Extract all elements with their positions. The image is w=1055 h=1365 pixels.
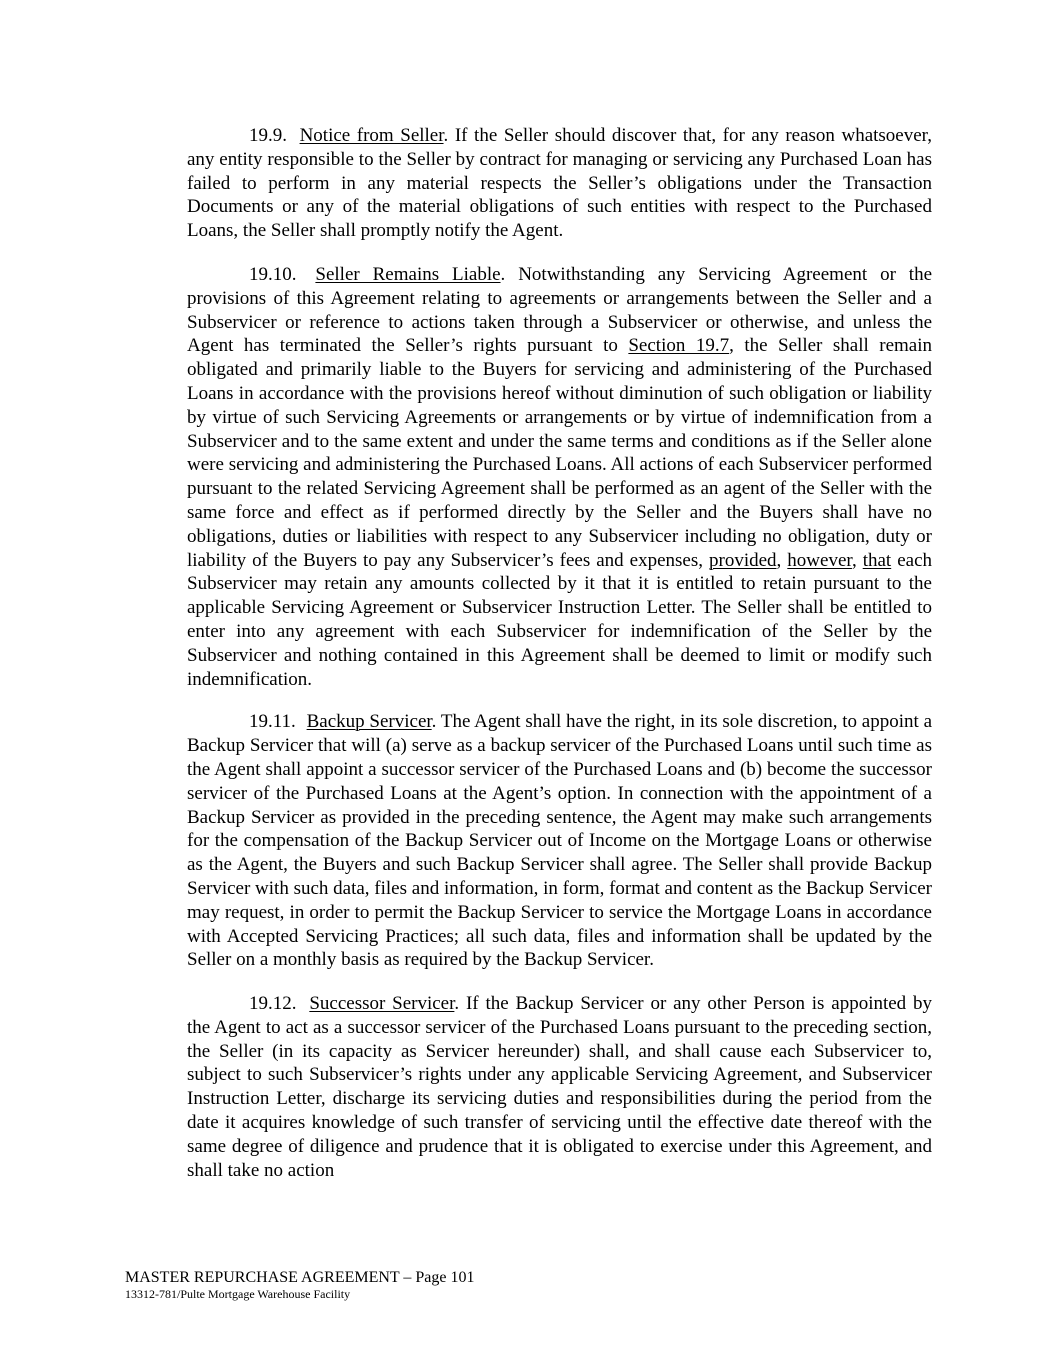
footer-subtitle: 13312-781/Pulte Mortgage Warehouse Facility: [125, 1287, 351, 1301]
footer-title: MASTER REPURCHASE AGREEMENT – Page 101: [125, 1269, 475, 1286]
document-body: [187, 124, 932, 1202]
section-text: . If the Backup Servicer or any other Person is appointed by the Agent to act as a successor servicer of the Purchased Loans pursuant to the preceding section, the Seller (in its capacity as Servicer hereunder) shall, and shall cause each Subservicer to, subject to such Subservicer’s rights under any applicable Servicing Agreement, and Subservicer Instruction Letter, discharge its servicing duties and responsibilities during the period from the date it acquires knowledge of such transfer of servicing until the effective date thereof with the same degree of diligence and prudence that it is obligated to exercise under this Agreement, and shall take no action: [187, 993, 933, 1181]
underlined-term: provided: [709, 549, 777, 571]
page-footer: [125, 1268, 475, 1302]
section-text: . Notwithstanding any Servicing Agreement or the provisions of this Agreement relating to agreements or arrangements between the Seller and a Subservicer or reference to actions taken through a Subservicer or otherwise, and unless the Agent has terminated the Seller’s rights pursuant to: [187, 263, 933, 357]
section-text: ,: [851, 549, 863, 571]
section-text: . The Agent shall have the right, in its sole discretion, to appoint a Backup Servicer that will (a) serve as a backup servicer of the Purchased Loans until such time as the Agent shall appoint a successor servicer of the Purchased Loans and (b) become the successor servicer of the Purchased Loans at the Agent’s option. In connection with the appointment of a Backup Servicer as provided in the preceding sentence, the Agent may make such arrangements for the compensation of the Backup Servicer out of Income on the Mortgage Loans or otherwise as the Agent, the Buyers and such Backup Servicer shall agree. The Seller shall provide Backup Servicer with such data, files and information, in form, format and content as the Backup Servicer may request, in order to permit the Backup Servicer to service the Mortgage Loans in accordance with Accepted Servicing Practices; all such data, files and information shall be updated by the Seller on a monthly basis as required by the Backup Servicer.: [187, 711, 932, 971]
section-19-12: [187, 992, 932, 1182]
section-text: , the Seller shall remain obligated and primarily liable to the Buyers for servicing and administering of the Purchased Loans in accordance with the provisions hereof without diminution of such obligation or liability by virtue of such Servicing Agreements or arrangements or by virtue of indemnification from a Subservicer and to the same extent and under the same terms and conditions as if the Seller alone were servicing and administering the Purchased Loans. All actions of each Subservicer performed pursuant to the related Servicing Agreement shall be performed as an agent of the Seller with the same force and effect as if performed directly by the Seller and the Buyers shall have no obligations, duties or liabilities with respect to any Subservicer including no obligation, duty or liability of the Buyers to pay any Subservicer’s fees and expenses,: [187, 335, 933, 571]
underlined-term: however: [787, 549, 852, 571]
section-heading: Successor Servicer: [309, 993, 455, 1015]
section-number: 19.12.: [249, 993, 297, 1015]
section-heading: Backup Servicer: [306, 711, 432, 733]
section-heading: Notice from Seller: [299, 125, 444, 146]
underlined-term: that: [862, 549, 892, 571]
section-number: 19.9.: [249, 125, 287, 146]
cross-reference-link[interactable]: Section 19.7: [628, 335, 730, 357]
section-number: 19.11.: [249, 711, 296, 733]
section-number: 19.10.: [249, 263, 297, 285]
section-19-9: [187, 124, 932, 243]
section-text: ,: [776, 549, 788, 571]
section-text: . If the Seller should discover that, for any reason whatsoever, any entity responsible to the Seller by contract for managing or servicing any Purchased Loan has failed to perform in any material respects the Seller’s obligations under the Transaction Documents or any of the material obligations of such entities with respect to the Purchased Loans, the Seller shall promptly notify the Agent.: [187, 125, 932, 242]
section-19-11: [187, 710, 932, 972]
section-text: each Subservicer may retain any amounts collected by it that it is entitled to retain pursuant to the applicable Servicing Agreement or Subservicer Instruction Letter. The Seller shall be entitled to enter into any agreement with each Subservicer for indemnification of the Seller by the Subservicer and nothing contained in this Agreement shall be deemed to limit or modify such indemnification.: [187, 549, 932, 690]
section-19-10: [187, 263, 932, 691]
section-heading: Seller Remains Liable: [315, 263, 501, 285]
